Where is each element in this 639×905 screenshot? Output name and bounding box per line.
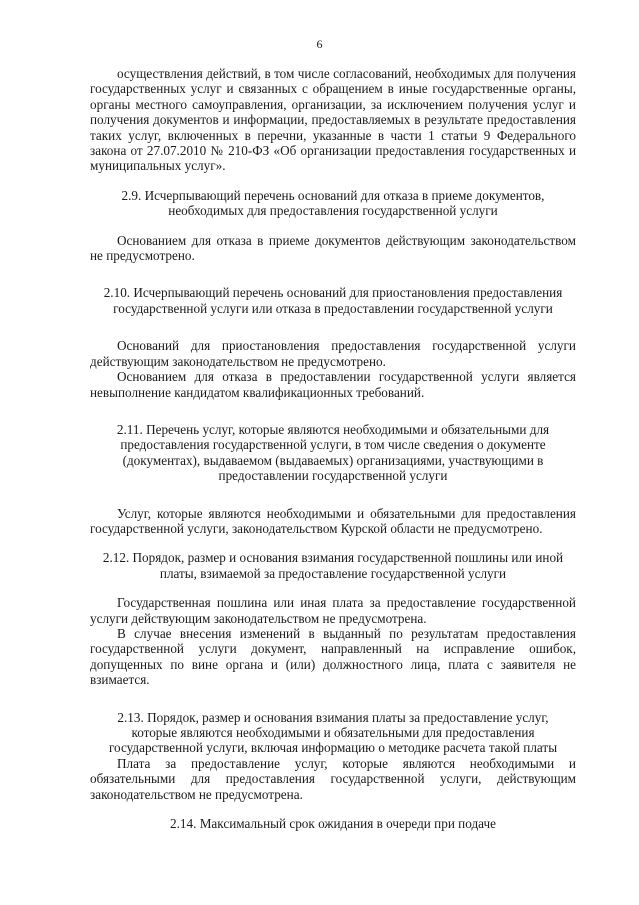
paragraph-2-9-body: Основанием для отказа в приеме документов действующим законодательством не предусмотрено.	[90, 232, 576, 264]
section-heading-2-14: 2.14. Максимальный срок ожидания в очереди при подаче	[170, 816, 496, 832]
paragraph-2-13-body: Плата за предоставление услуг, которые являются необходимыми и обязательными для предоставления государственной услуги, действующим законодательством не предусмотрена.	[90, 755, 576, 802]
paragraph-2-11-body: Услуг, которые являются необходимыми и обязательными для предоставления государственной услуги, законодательством Курской области не предусмотрено.	[90, 505, 576, 536]
section-heading-2-11: 2.11. Перечень услуг, которые являются необходимыми и обязательными для предоставления государственной услуги, в том числе сведения о документе (документах), выдаваемом (выдаваемых) организациями, участвующими в предоставлении государственной услуги	[116, 421, 550, 484]
document-body	[90, 66, 576, 831]
paragraph-intro-continuation: осуществления действий, в том числе согласований, необходимых для получения государственных услуг и связанных с обращением в иные государственные органы, органы местного самоуправления, организации, за исключением получения услуг и получения документов и информации, предоставляемых в результате предоставления таких услуг, включенных в перечни, указанные в части 1 статьи 9 Федерального закона от 27.07.2010 № 210-ФЗ «Об организации предоставления государственных и муниципальных услуг».	[90, 66, 576, 174]
paragraph-2-12-body-2: В случае внесения изменений в выданный по результатам предоставления государственной услуги документ, направленный на исправление ошибок, допущенных по вине органа и (или) должностного лица, плата с заявителя не взимается.	[90, 625, 576, 688]
page-number: 6	[316, 37, 323, 51]
section-heading-2-10: 2.10. Исчерпывающий перечень оснований для приостановления предоставления государственной услуги или отказа в предоставлении государственной услуги	[103, 285, 563, 316]
paragraph-2-10-body-1: Оснований для приостановления предоставления государственной услуги действующим законодательством не предусмотрено.	[90, 338, 576, 369]
paragraph-2-10-body-2: Основанием для отказа в предоставлении государственной услуги является невыполнение кандидатом квалификационных требований.	[90, 369, 576, 400]
paragraph-2-12-body-1: Государственная пошлина или иная плата за предоставление государственной услуги действующим законодательством не предусмотрена.	[90, 595, 576, 626]
section-heading-2-13: 2.13. Порядок, размер и основания взимания платы за предоставление услуг, которые являются необходимыми и обязательными для предоставления государственной услуги, включая информацию о методике расчета такой платы	[108, 709, 558, 756]
section-heading-2-9: 2.9. Исчерпывающий перечень оснований для отказа в приеме документов, необходимых для предоставления государственной услуги	[121, 187, 545, 219]
section-heading-2-12: 2.12. Порядок, размер и основания взимания государственной пошлины или иной платы, взимаемой за предоставление государственной услуги	[102, 550, 564, 581]
